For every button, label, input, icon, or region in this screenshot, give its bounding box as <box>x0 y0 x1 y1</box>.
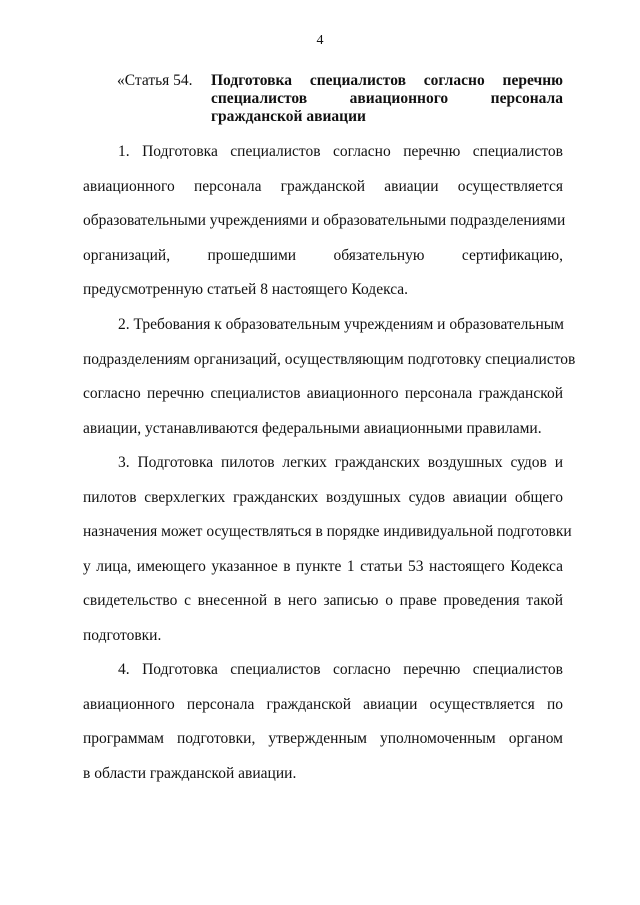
paragraph-line: в области гражданской авиации. <box>83 764 297 782</box>
article-title-line: специалистов авиационного персонала <box>211 90 563 107</box>
paragraph-2 <box>83 308 576 446</box>
paragraph-line: пилотов сверхлегких гражданских воздушных судов авиации общего <box>83 488 563 506</box>
paragraph-1 <box>83 135 566 308</box>
paragraph-line: согласно перечню специалистов авиационного персонала гражданской <box>83 385 563 402</box>
paragraph-line: подготовки. <box>83 626 162 644</box>
paragraph-line: 1. Подготовка специалистов согласно перечню специалистов <box>118 143 563 160</box>
paragraph-line: организаций, прошедшими обязательную сертификацию, <box>83 246 563 264</box>
paragraph-line: 4. Подготовка специалистов согласно перечню специалистов <box>118 661 563 678</box>
paragraph-line: 2. Требования к образовательным учреждениям и образовательным <box>118 316 564 333</box>
article-title-line: гражданской авиации <box>211 108 366 125</box>
paragraph-line: свидетельство с внесенной в него записью о праве проведения такой <box>83 592 563 609</box>
paragraph-line: авиационного персонала гражданской авиации осуществляется <box>83 177 563 195</box>
page-number: 4 <box>316 33 324 48</box>
article-label: «Статья 54. <box>117 72 193 89</box>
paragraph-line: программам подготовки, утвержденным уполномоченным органом <box>83 730 563 747</box>
paragraph-3 <box>83 446 572 653</box>
paragraph-line: образовательными учреждениями и образовательными подразделениями <box>83 212 566 229</box>
paragraph-line: подразделениям организаций, осуществляющим подготовку специалистов <box>83 350 576 368</box>
paragraph-line: авиационного персонала гражданской авиации осуществляется по <box>83 695 563 713</box>
paragraph-line: назначения может осуществляться в порядке индивидуальной подготовки <box>83 523 572 540</box>
article-heading <box>117 72 563 126</box>
article-title-line: Подготовка специалистов согласно перечню <box>211 72 563 89</box>
paragraph-line: 3. Подготовка пилотов легких гражданских воздушных судов и <box>118 454 563 471</box>
article-title <box>211 72 563 126</box>
paragraph-4 <box>83 653 563 791</box>
paragraph-line: предусмотренную статьей 8 настоящего Кодекса. <box>83 281 409 298</box>
paragraph-line: у лица, имеющего указанное в пункте 1 статьи 53 настоящего Кодекса <box>83 557 563 575</box>
paragraph-line: авиации, устанавливаются федеральными авиационными правилами. <box>83 419 542 437</box>
